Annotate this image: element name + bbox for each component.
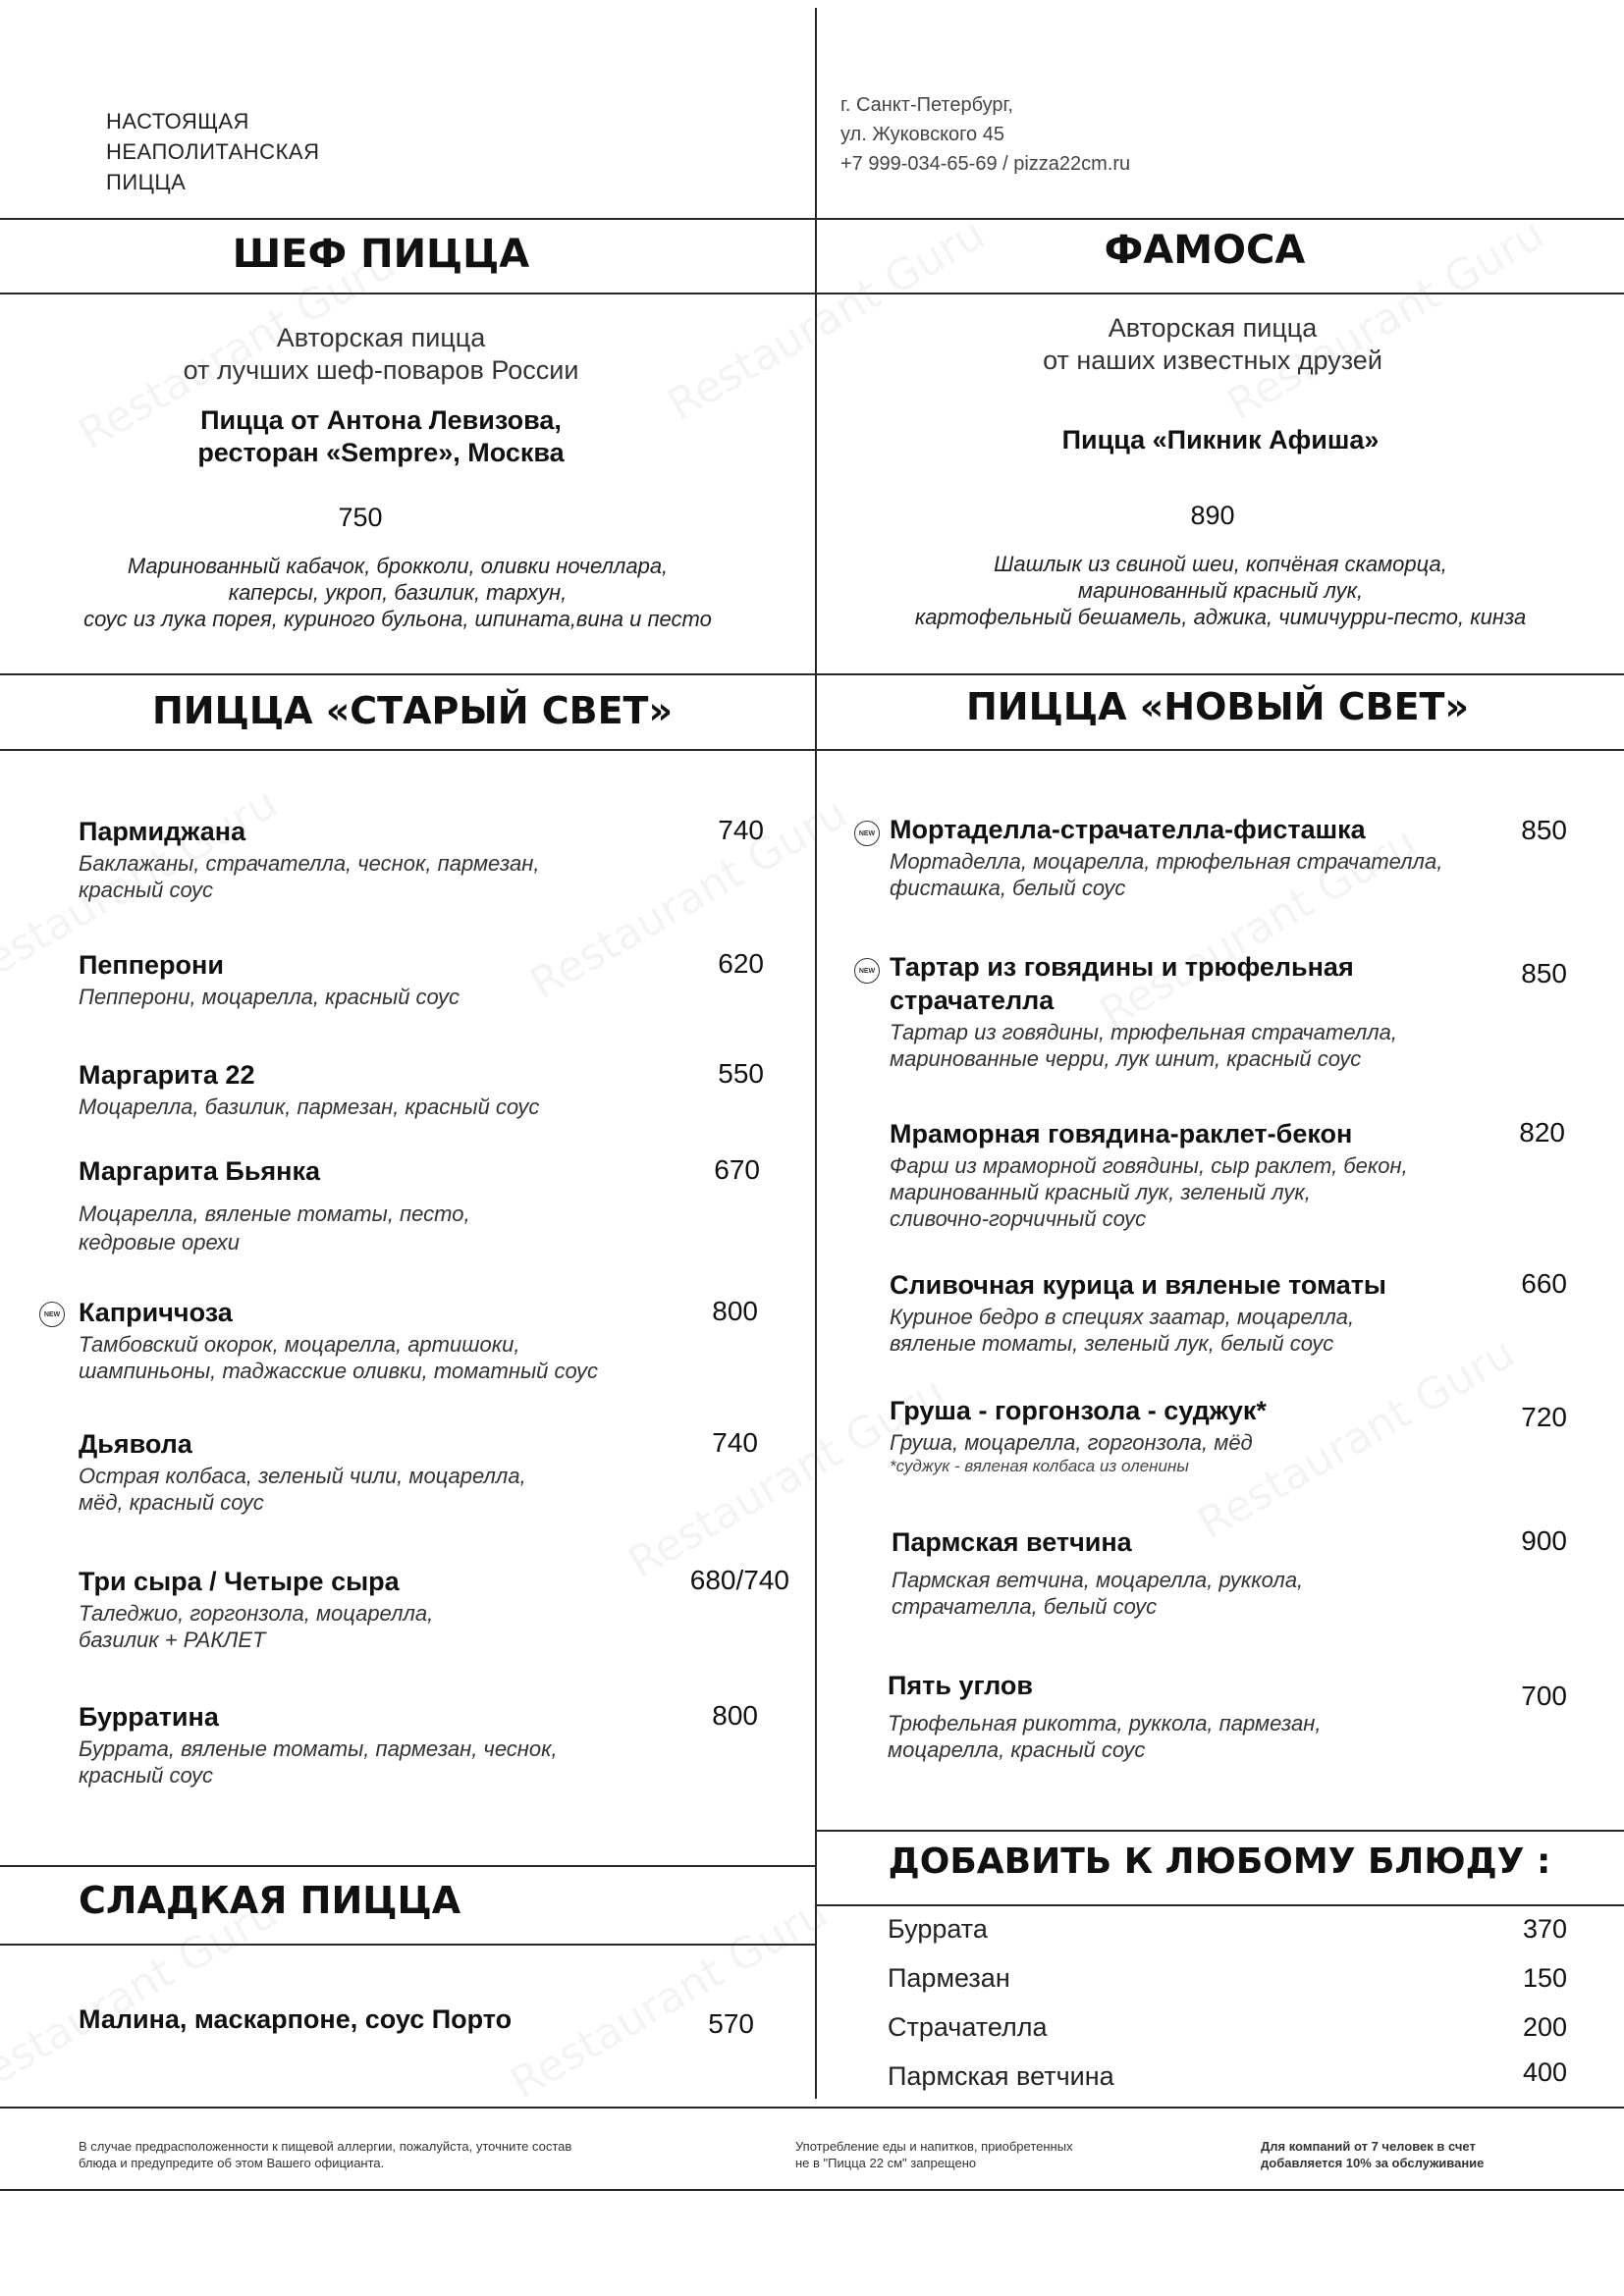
outside-food-note (795, 2138, 1073, 2171)
item-description (79, 1200, 687, 1256)
description-line: красный соус (79, 878, 214, 902)
item-description (890, 1429, 1518, 1456)
divider (0, 293, 1624, 294)
chef-subtitle (0, 322, 762, 387)
description-line: картофельный бешамель, аджика, чимичурри-песто, кинза (914, 605, 1527, 629)
divider (0, 1944, 815, 1946)
item-description (890, 1304, 1518, 1357)
footer-line: блюда и предупредите об этом Вашего официанта. (79, 2156, 385, 2170)
author-line: ресторан «Sempre», Москва (197, 438, 565, 467)
allergy-note (79, 2138, 571, 2171)
description-line: мёд, красный соус (79, 1490, 264, 1515)
item-name: Пармская ветчина (892, 1527, 1132, 1557)
description-line: Груша, моцарелла, горгонзола, мёд (890, 1430, 1253, 1455)
item-name: Сливочная курица и вяленые томаты (890, 1270, 1386, 1300)
item-price: 740 (718, 815, 764, 845)
description-line: Острая колбаса, зеленый чили, моцарелла, (79, 1464, 526, 1488)
description-line: Шашлык из свиной шеи, копчёная скаморца, (994, 552, 1447, 576)
divider (815, 1830, 1624, 1832)
description-line: страчателла, белый соус (892, 1594, 1158, 1619)
item-name: Бурратина (79, 1702, 219, 1732)
divider (815, 1904, 1624, 1906)
chef-author (0, 404, 762, 469)
description-line: маринованный красный лук, (1077, 578, 1364, 603)
footer-line: добавляется 10% за обслуживание (1261, 2156, 1485, 2170)
footer-line: не в "Пицца 22 см" запрещено (795, 2156, 977, 2170)
description-line: красный соус (79, 1763, 214, 1788)
item-price: 700 (1521, 1681, 1567, 1711)
divider (0, 673, 1624, 675)
chef-price: 750 (338, 503, 383, 532)
description-line: кедровые орехи (79, 1230, 241, 1255)
footer-line: Употребление еды и напитков, приобретенных (795, 2139, 1073, 2154)
menu-item[interactable] (890, 1394, 1518, 1477)
item-name-line: Тартар из говядины и трюфельная (890, 952, 1354, 982)
menu-item[interactable] (79, 1565, 687, 1653)
item-price: 900 (1521, 1525, 1567, 1556)
new-badge-icon: NEW (39, 1302, 65, 1327)
item-name: Малина, маскарпоне, соус Порто (79, 2004, 513, 2034)
tagline-line: НЕАПОЛИТАНСКАЯ (106, 139, 320, 164)
subtitle-line: Авторская пицца (276, 323, 486, 352)
item-price: 670 (714, 1154, 760, 1185)
description-line: маринованные черри, лук шнит, красный соус (890, 1046, 1362, 1071)
item-name: Три сыра / Четыре сыра (79, 1567, 400, 1596)
item-name: Маргарита Бьянка (79, 1156, 321, 1186)
subtitle-line: от наших известных друзей (1043, 346, 1382, 375)
item-price: 800 (712, 1700, 758, 1731)
item-description (890, 1152, 1518, 1232)
description-line: Фарш из мраморной говядины, сыр раклет, бекон, (890, 1153, 1408, 1178)
menu-item[interactable] (79, 2002, 668, 2036)
tagline-line: НАСТОЯЩАЯ (106, 109, 249, 133)
famosa-subtitle (815, 312, 1610, 377)
description-line: Буррата, вяленые томаты, пармезан, чеснок, (79, 1736, 558, 1761)
item-description (890, 848, 1518, 901)
footer-line: В случае предрасположенности к пищевой аллергии, пожалуйста, уточните состав (79, 2139, 572, 2154)
item-price: 820 (1519, 1117, 1565, 1148)
famosa-price: 890 (1190, 501, 1235, 530)
description-line: Пепперони, моцарелла, красный соус (79, 985, 460, 1009)
description-line: моцарелла, красный соус (888, 1737, 1146, 1762)
description-line: Мортаделла, моцарелла, трюфельная страчателла, (890, 849, 1443, 874)
addon-price: 370 (1522, 1914, 1567, 1944)
tagline-line: ПИЦЦА (106, 170, 187, 194)
description-line: Тамбовский окорок, моцарелла, артишоки, (79, 1332, 520, 1357)
item-name: Пять углов (888, 1671, 1033, 1700)
item-name: Маргарита 22 (79, 1060, 255, 1090)
item-description (79, 1463, 687, 1516)
section-title-chef: ШЕФ ПИЦЦА (232, 232, 530, 277)
item-name: Мраморная говядина-раклет-бекон (890, 1119, 1353, 1148)
addon-price: 400 (1522, 2057, 1567, 2087)
item-description (892, 1567, 1520, 1620)
chef-description (0, 553, 795, 632)
menu-item[interactable] (79, 948, 687, 1010)
item-name: Каприччоза (79, 1298, 233, 1327)
item-price: 850 (1521, 958, 1567, 988)
menu-item[interactable] (79, 1427, 687, 1516)
description-line: Пармская ветчина, моцарелла, руккола, (892, 1568, 1304, 1592)
item-note: *суджук - вяленая колбаса из оленины (890, 1457, 1189, 1475)
section-title-new-world: ПИЦЦА «НОВЫЙ СВЕТ» (965, 685, 1470, 728)
item-name: Груша - горгонзола - суджук* (890, 1396, 1267, 1425)
menu-item[interactable] (79, 1700, 687, 1789)
new-badge-icon: NEW (854, 821, 880, 846)
menu-item[interactable] (79, 1058, 687, 1120)
item-description (79, 984, 687, 1010)
description-line: Трюфельная рикотта, руккола, пармезан, (888, 1711, 1322, 1735)
description-line: Моцарелла, вяленые томаты, песто, (79, 1201, 470, 1226)
item-description (890, 1019, 1518, 1072)
section-title-sweet: СЛАДКАЯ ПИЦЦА (79, 1879, 461, 1922)
subtitle-line: от лучших шеф-поваров России (183, 355, 579, 385)
menu-item[interactable] (892, 1525, 1520, 1620)
divider (0, 749, 1624, 751)
description-line: маринованный красный лук, зеленый лук, (890, 1180, 1311, 1204)
description-line: Маринованный кабачок, брокколи, оливки ночеллара, (127, 554, 669, 578)
item-name (890, 950, 1518, 1017)
description-line: каперсы, укроп, базилик, тархун, (228, 580, 568, 605)
addon-price: 150 (1522, 1963, 1567, 1993)
new-badge-icon: NEW (854, 958, 880, 984)
contact-info (840, 90, 1130, 179)
section-title-addons: ДОБАВИТЬ К ЛЮБОМУ БЛЮДУ : (888, 1842, 1551, 1882)
menu-item[interactable] (888, 1669, 1516, 1763)
item-name: Пепперони (79, 950, 224, 980)
section-title-famosa: ФАМОСА (1104, 228, 1306, 273)
item-price: 850 (1521, 815, 1567, 845)
item-price: 620 (718, 948, 764, 979)
footer-line: Для компаний от 7 человек в счет (1261, 2139, 1476, 2154)
item-description (79, 1331, 687, 1384)
menu-item[interactable] (79, 1154, 687, 1256)
item-price: 800 (712, 1296, 758, 1326)
description-line: Баклажаны, страчателла, чеснок, пармезан, (79, 851, 540, 876)
description-line: Тартар из говядины, трюфельная страчателла, (890, 1020, 1398, 1044)
item-price: 550 (718, 1058, 764, 1089)
description-line: соус из лука порея, куриного бульона, шпината,вина и песто (83, 607, 712, 631)
subtitle-line: Авторская пицца (1108, 313, 1318, 343)
description-line: базилик + РАКЛЕТ (79, 1628, 266, 1652)
section-title-old-world: ПИЦЦА «СТАРЫЙ СВЕТ» (151, 689, 674, 732)
item-name: Мортаделла-страчателла-фисташка (890, 815, 1366, 844)
item-name: Дьявола (79, 1429, 192, 1459)
menu-item[interactable] (890, 1268, 1518, 1357)
item-price: 720 (1521, 1402, 1567, 1432)
watermark (503, 1888, 837, 2109)
addon-name[interactable]: Пармезан (888, 1963, 1010, 1993)
item-name: Пармиджана (79, 817, 246, 846)
menu-item[interactable] (890, 813, 1518, 901)
addon-name[interactable]: Страчателла (888, 2012, 1048, 2042)
item-price: 680/740 (689, 1565, 789, 1595)
description-line: Таледжио, горгонзола, моцарелла, (79, 1601, 434, 1626)
item-price: 740 (712, 1427, 758, 1458)
divider (0, 218, 1624, 220)
menu-item[interactable] (890, 1117, 1518, 1232)
item-description (79, 850, 687, 903)
famosa-description (815, 551, 1624, 630)
divider (0, 1865, 815, 1867)
famosa-author: Пицца «Пикник Афиша» (1061, 425, 1380, 454)
divider (0, 2189, 1624, 2191)
description-line: шампиньоны, таджасские оливки, томатный соус (79, 1359, 598, 1383)
phone-and-website[interactable]: +7 999-034-65-69 / pizza22cm.ru (840, 153, 1131, 175)
item-price: 570 (708, 2008, 754, 2039)
description-line: Моцарелла, базилик, пармезан, красный соус (79, 1095, 540, 1119)
addon-name[interactable]: Пармская ветчина (888, 2061, 1114, 2091)
tagline (106, 106, 319, 197)
item-description (79, 1600, 687, 1653)
addon-name[interactable]: Буррата (888, 1914, 988, 1944)
description-line: вяленые томаты, зеленый лук, белый соус (890, 1331, 1334, 1356)
addon-price: 200 (1522, 2012, 1567, 2042)
divider (0, 2107, 1624, 2109)
item-description (79, 1735, 687, 1789)
city: г. Санкт-Петербург, (840, 94, 1013, 116)
author-line: Пицца от Антона Левизова, (200, 405, 562, 435)
item-description (79, 1094, 687, 1120)
description-line: Куриное бедро в специях заатар, моцарелла, (890, 1305, 1355, 1329)
description-line: сливочно-горчичный соус (890, 1206, 1147, 1231)
item-name-line: страчателла (890, 986, 1055, 1015)
item-price: 660 (1521, 1268, 1567, 1299)
menu-item[interactable] (890, 950, 1518, 1072)
service-charge-note (1261, 2138, 1484, 2171)
item-description (888, 1710, 1516, 1763)
menu-item[interactable] (79, 1296, 687, 1384)
description-line: фисташка, белый соус (890, 876, 1126, 900)
menu-item[interactable] (79, 815, 687, 903)
street: ул. Жуковского 45 (840, 124, 1004, 145)
